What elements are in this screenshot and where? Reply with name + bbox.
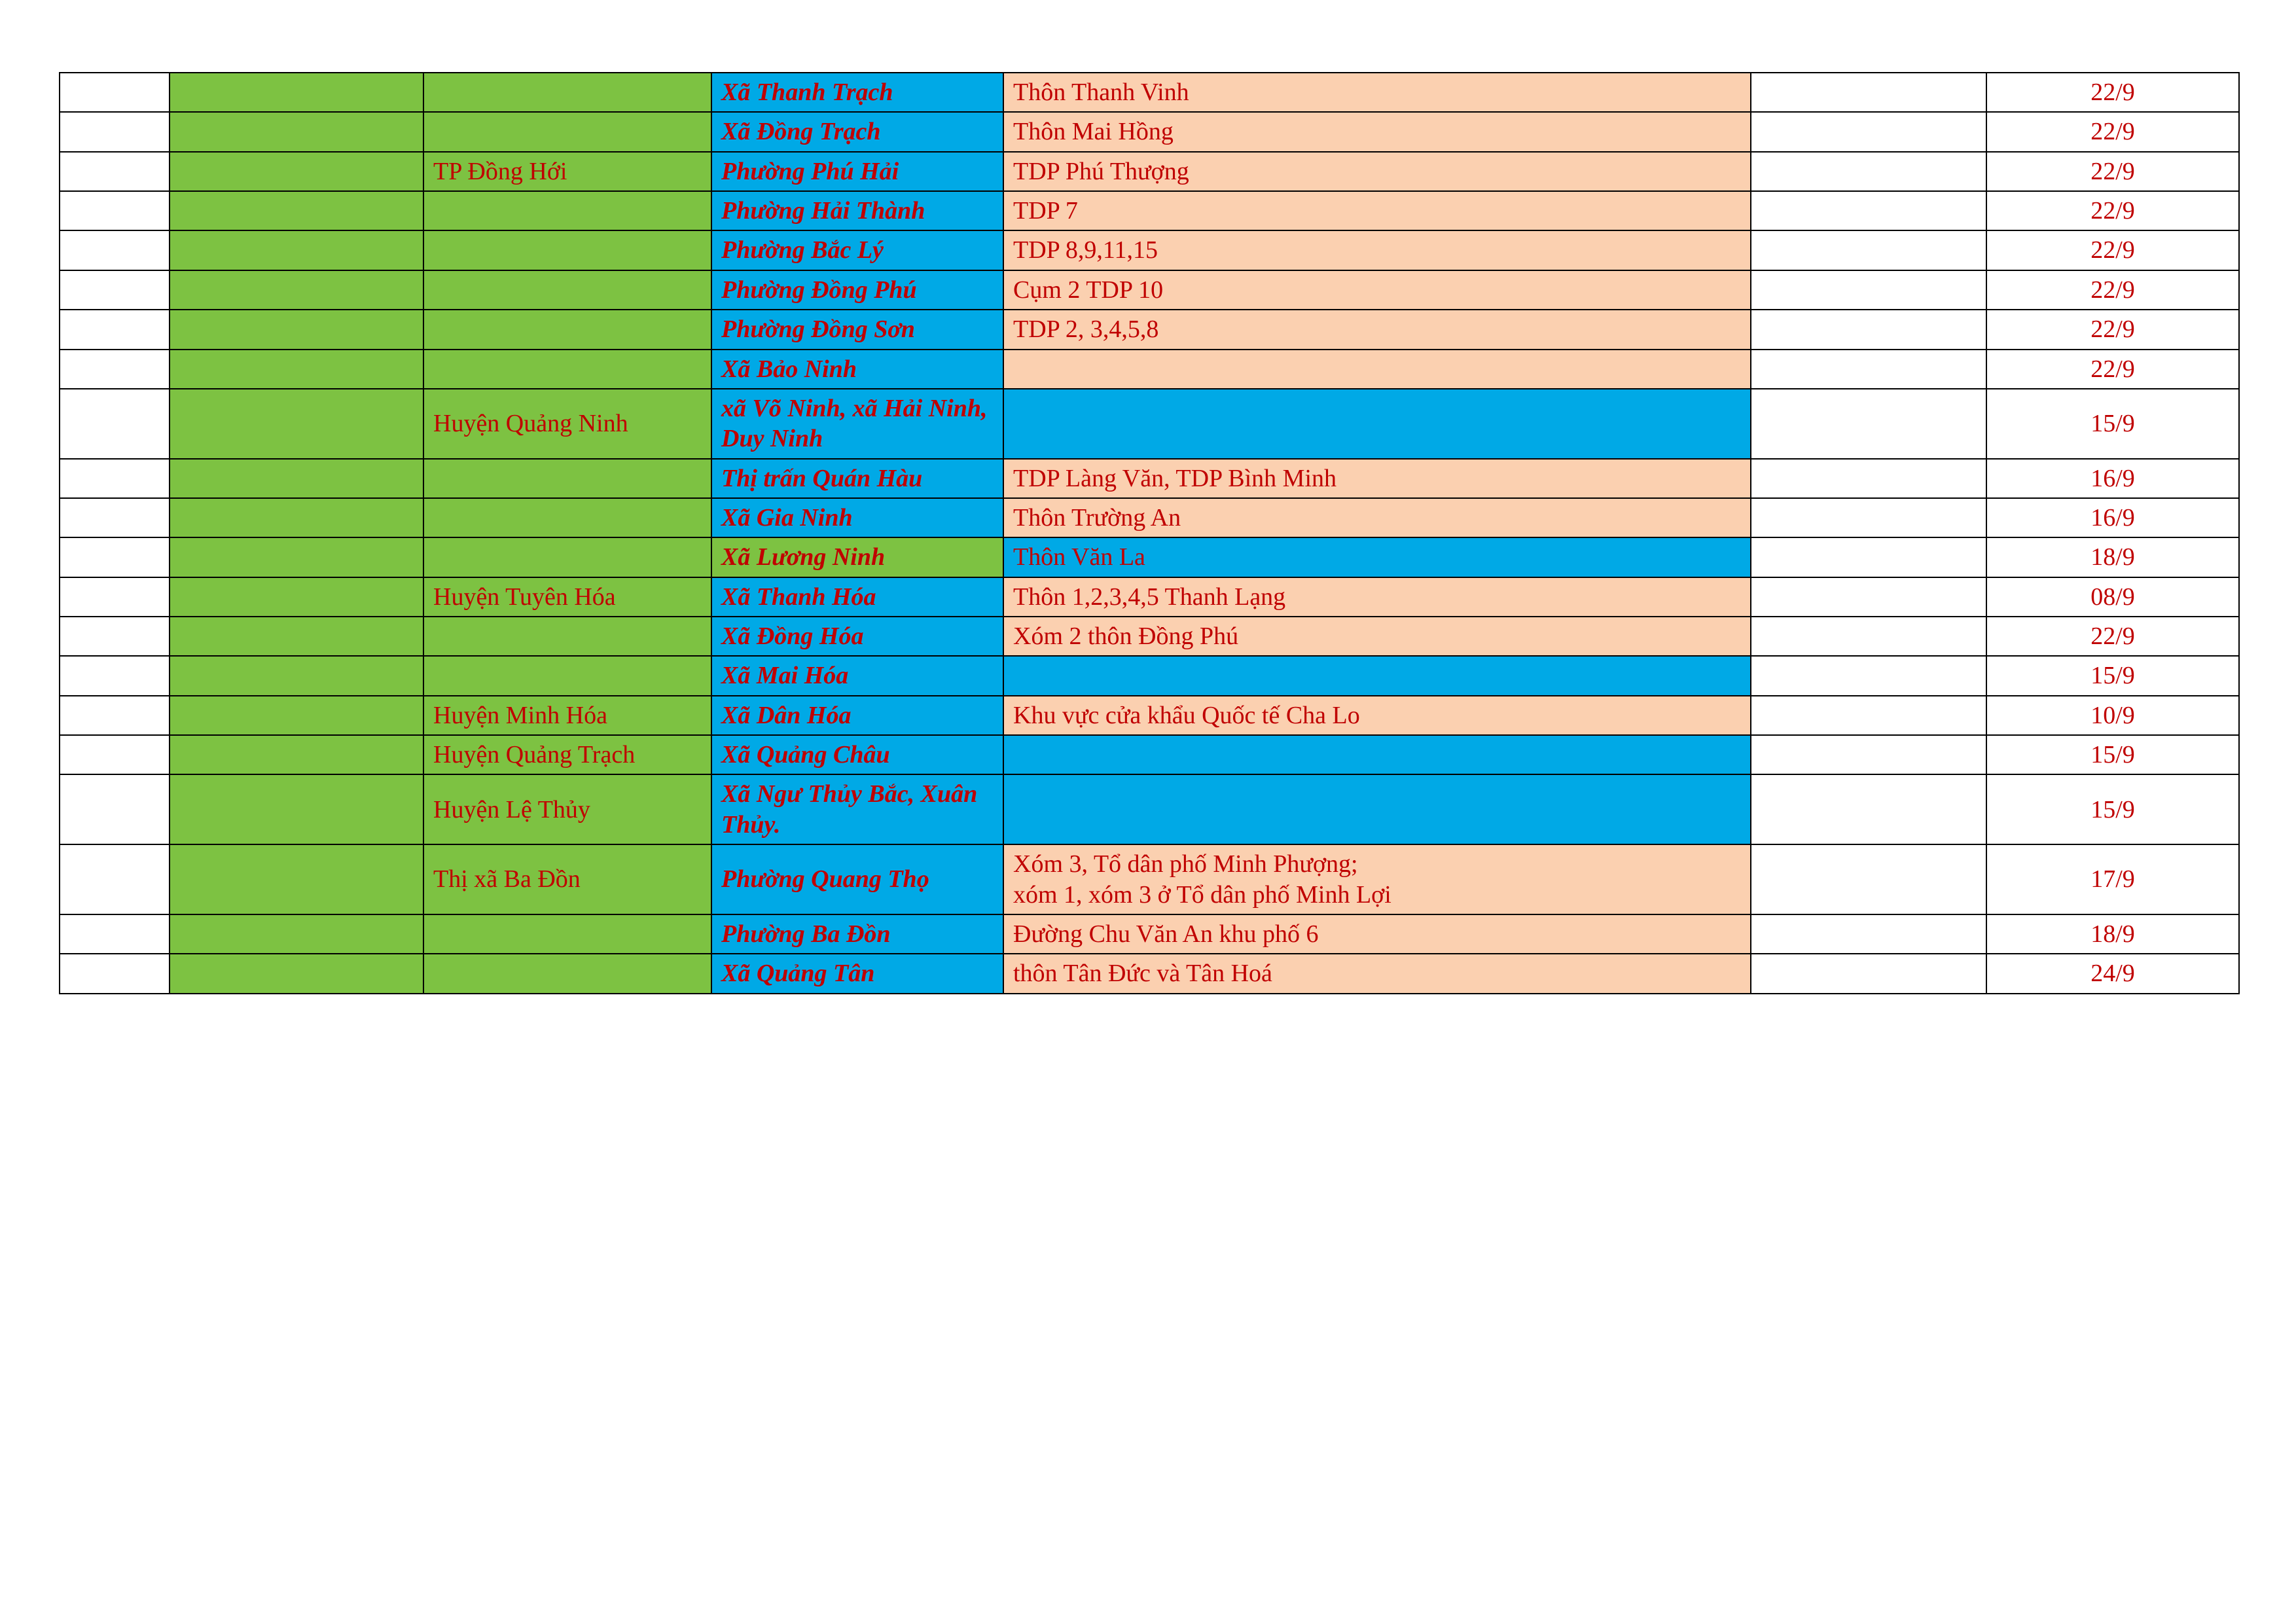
spacer-cell <box>1751 73 1986 112</box>
commune-cell: Phường Quang Thọ <box>711 844 1003 914</box>
detail-line: TDP Làng Văn, TDP Bình Minh <box>1013 464 1337 492</box>
date-cell: 22/9 <box>1986 191 2239 230</box>
date-cell: 22/9 <box>1986 310 2239 349</box>
table-row <box>60 112 2239 151</box>
detail-line: Xóm 2 thôn Đồng Phú <box>1013 623 1239 651</box>
commune-cell: xã Võ Ninh, xã Hải Ninh, Duy Ninh <box>711 389 1003 459</box>
district-cell: TP Đồng Hới <box>423 152 711 191</box>
date-cell: 22/9 <box>1986 350 2239 389</box>
spacer-cell <box>1751 774 1986 844</box>
spacer-cell <box>1751 230 1986 270</box>
spacer-cell <box>1751 270 1986 310</box>
detail-cell <box>1003 152 1751 191</box>
province-cell <box>170 735 423 774</box>
row-index-cell <box>60 270 170 310</box>
province-cell <box>170 459 423 498</box>
spacer-cell <box>1751 389 1986 459</box>
detail-line: Thôn 1,2,3,4,5 Thanh Lạng <box>1013 583 1286 611</box>
spacer-cell <box>1751 310 1986 349</box>
district-cell <box>423 954 711 993</box>
detail-cell <box>1003 310 1751 349</box>
date-cell: 18/9 <box>1986 914 2239 954</box>
spacer-cell <box>1751 350 1986 389</box>
spacer-cell <box>1751 152 1986 191</box>
date-cell: 22/9 <box>1986 230 2239 270</box>
date-cell: 24/9 <box>1986 954 2239 993</box>
province-cell <box>170 73 423 112</box>
row-index-cell <box>60 498 170 537</box>
district-cell <box>423 230 711 270</box>
district-cell <box>423 112 711 151</box>
spacer-cell <box>1751 656 1986 695</box>
detail-line: Thôn Văn La <box>1013 543 1145 571</box>
row-index-cell <box>60 112 170 151</box>
table-row <box>60 537 2239 577</box>
commune-cell: Xã Gia Ninh <box>711 498 1003 537</box>
spacer-cell <box>1751 537 1986 577</box>
detail-line: Đường Chu Văn An khu phố 6 <box>1013 920 1319 948</box>
commune-cell: Xã Thanh Trạch <box>711 73 1003 112</box>
commune-cell: Phường Đồng Phú <box>711 270 1003 310</box>
spacer-cell <box>1751 459 1986 498</box>
province-cell <box>170 577 423 617</box>
row-index-cell <box>60 577 170 617</box>
date-cell: 22/9 <box>1986 270 2239 310</box>
district-cell <box>423 914 711 954</box>
date-cell: 10/9 <box>1986 696 2239 735</box>
table-body <box>60 73 2239 994</box>
district-cell <box>423 310 711 349</box>
detail-cell <box>1003 230 1751 270</box>
province-cell <box>170 696 423 735</box>
date-cell: 17/9 <box>1986 844 2239 914</box>
province-cell <box>170 389 423 459</box>
district-cell: Huyện Tuyên Hóa <box>423 577 711 617</box>
district-cell: Huyện Quảng Trạch <box>423 735 711 774</box>
province-cell <box>170 191 423 230</box>
detail-line: Thôn Mai Hồng <box>1013 118 1174 146</box>
province-cell <box>170 350 423 389</box>
detail-cell <box>1003 191 1751 230</box>
date-cell: 22/9 <box>1986 73 2239 112</box>
date-cell: 15/9 <box>1986 735 2239 774</box>
commune-cell: Phường Bắc Lý <box>711 230 1003 270</box>
table-row <box>60 270 2239 310</box>
commune-cell: Xã Dân Hóa <box>711 696 1003 735</box>
date-cell: 22/9 <box>1986 152 2239 191</box>
row-index-cell <box>60 617 170 656</box>
row-index-cell <box>60 914 170 954</box>
table-row <box>60 735 2239 774</box>
table-row <box>60 954 2239 993</box>
province-cell <box>170 152 423 191</box>
row-index-cell <box>60 696 170 735</box>
province-cell <box>170 537 423 577</box>
detail-line: Cụm 2 TDP 10 <box>1013 276 1164 304</box>
detail-cell <box>1003 617 1751 656</box>
detail-cell <box>1003 577 1751 617</box>
province-cell <box>170 310 423 349</box>
table-row <box>60 389 2239 459</box>
table-row <box>60 350 2239 389</box>
province-cell <box>170 498 423 537</box>
date-cell: 15/9 <box>1986 389 2239 459</box>
date-cell: 16/9 <box>1986 498 2239 537</box>
table-row <box>60 498 2239 537</box>
detail-cell <box>1003 914 1751 954</box>
commune-cell: Xã Ngư Thủy Bắc, Xuân Thủy. <box>711 774 1003 844</box>
detail-line: Khu vực cửa khẩu Quốc tế Cha Lo <box>1013 701 1360 729</box>
spacer-cell <box>1751 191 1986 230</box>
detail-line: TDP 2, 3,4,5,8 <box>1013 316 1159 344</box>
date-cell: 08/9 <box>1986 577 2239 617</box>
detail-line: Xóm 3, Tổ dân phố Minh Phượng; <box>1013 850 1358 878</box>
row-index-cell <box>60 152 170 191</box>
district-cell <box>423 459 711 498</box>
date-cell: 22/9 <box>1986 112 2239 151</box>
commune-cell: Thị trấn Quán Hàu <box>711 459 1003 498</box>
district-cell: Huyện Minh Hóa <box>423 696 711 735</box>
table-row <box>60 774 2239 844</box>
district-cell <box>423 73 711 112</box>
detail-cell <box>1003 954 1751 993</box>
spacer-cell <box>1751 112 1986 151</box>
table-row <box>60 230 2239 270</box>
table-row <box>60 73 2239 112</box>
table-row <box>60 914 2239 954</box>
district-cell: Huyện Lệ Thủy <box>423 774 711 844</box>
commune-cell: Phường Ba Đồn <box>711 914 1003 954</box>
spacer-cell <box>1751 696 1986 735</box>
detail-cell <box>1003 389 1751 459</box>
table-row <box>60 577 2239 617</box>
spacer-cell <box>1751 498 1986 537</box>
date-cell: 22/9 <box>1986 617 2239 656</box>
detail-line: Thôn Thanh Vinh <box>1013 79 1189 106</box>
row-index-cell <box>60 459 170 498</box>
detail-cell <box>1003 537 1751 577</box>
detail-cell <box>1003 656 1751 695</box>
row-index-cell <box>60 191 170 230</box>
detail-cell <box>1003 459 1751 498</box>
spacer-cell <box>1751 735 1986 774</box>
detail-line: Thôn Trường An <box>1013 503 1181 532</box>
row-index-cell <box>60 954 170 993</box>
spacer-cell <box>1751 954 1986 993</box>
date-cell: 16/9 <box>1986 459 2239 498</box>
detail-cell <box>1003 498 1751 537</box>
district-cell <box>423 656 711 695</box>
province-cell <box>170 230 423 270</box>
district-cell <box>423 191 711 230</box>
row-index-cell <box>60 350 170 389</box>
row-index-cell <box>60 537 170 577</box>
detail-cell <box>1003 844 1751 914</box>
province-cell <box>170 774 423 844</box>
commune-cell: Xã Bảo Ninh <box>711 350 1003 389</box>
table-row <box>60 844 2239 914</box>
detail-line: xóm 1, xóm 3 ở Tổ dân phố Minh Lợi <box>1013 880 1391 909</box>
commune-cell: Xã Mai Hóa <box>711 656 1003 695</box>
detail-cell <box>1003 112 1751 151</box>
detail-cell <box>1003 774 1751 844</box>
detail-cell <box>1003 270 1751 310</box>
commune-cell: Xã Đồng Hóa <box>711 617 1003 656</box>
district-cell <box>423 270 711 310</box>
detail-line: TDP Phú Thượng <box>1013 157 1189 185</box>
table-row <box>60 191 2239 230</box>
province-cell <box>170 270 423 310</box>
detail-cell <box>1003 696 1751 735</box>
blockade-areas-table <box>59 72 2240 994</box>
province-cell <box>170 954 423 993</box>
district-cell <box>423 537 711 577</box>
detail-cell <box>1003 735 1751 774</box>
row-index-cell <box>60 735 170 774</box>
district-cell <box>423 498 711 537</box>
row-index-cell <box>60 389 170 459</box>
spacer-cell <box>1751 617 1986 656</box>
province-cell <box>170 617 423 656</box>
date-cell: 15/9 <box>1986 656 2239 695</box>
district-cell: Thị xã Ba Đồn <box>423 844 711 914</box>
commune-cell: Phường Hải Thành <box>711 191 1003 230</box>
province-cell <box>170 656 423 695</box>
commune-cell: Phường Phú Hải <box>711 152 1003 191</box>
table-row <box>60 617 2239 656</box>
detail-line: thôn Tân Đức và Tân Hoá <box>1013 960 1272 988</box>
commune-cell: Xã Đồng Trạch <box>711 112 1003 151</box>
district-cell <box>423 350 711 389</box>
commune-cell: Xã Quảng Châu <box>711 735 1003 774</box>
detail-line: TDP 8,9,11,15 <box>1013 236 1158 264</box>
table-row <box>60 656 2239 695</box>
table-row <box>60 696 2239 735</box>
province-cell <box>170 914 423 954</box>
row-index-cell <box>60 656 170 695</box>
province-cell <box>170 112 423 151</box>
commune-cell: Xã Lương Ninh <box>711 537 1003 577</box>
spacer-cell <box>1751 577 1986 617</box>
table-row <box>60 310 2239 349</box>
row-index-cell <box>60 230 170 270</box>
detail-cell <box>1003 350 1751 389</box>
row-index-cell <box>60 73 170 112</box>
date-cell: 18/9 <box>1986 537 2239 577</box>
row-index-cell <box>60 310 170 349</box>
district-cell <box>423 617 711 656</box>
date-cell: 15/9 <box>1986 774 2239 844</box>
table-row <box>60 459 2239 498</box>
commune-cell: Xã Thanh Hóa <box>711 577 1003 617</box>
province-cell <box>170 844 423 914</box>
commune-cell: Phường Đồng Sơn <box>711 310 1003 349</box>
commune-cell: Xã Quảng Tân <box>711 954 1003 993</box>
row-index-cell <box>60 774 170 844</box>
row-index-cell <box>60 844 170 914</box>
table-row <box>60 152 2239 191</box>
spacer-cell <box>1751 914 1986 954</box>
detail-cell <box>1003 73 1751 112</box>
detail-line: TDP 7 <box>1013 197 1078 225</box>
district-cell: Huyện Quảng Ninh <box>423 389 711 459</box>
spacer-cell <box>1751 844 1986 914</box>
